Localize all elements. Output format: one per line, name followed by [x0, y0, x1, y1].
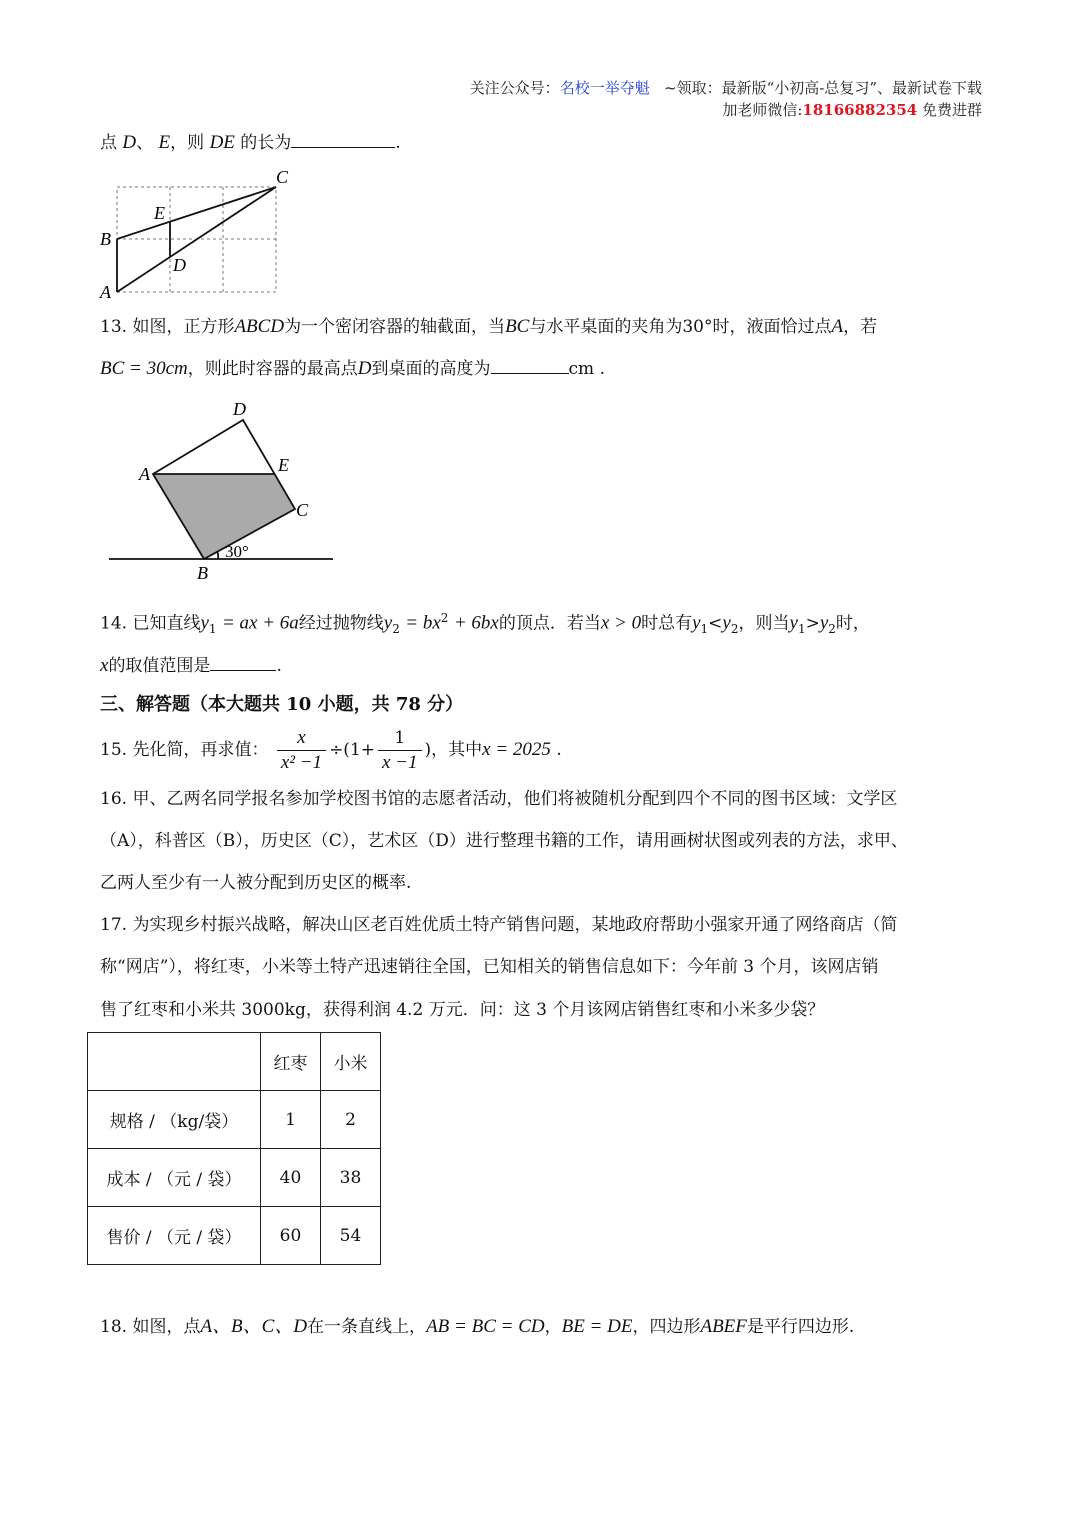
q18-text-b: 在一条直线上， [307, 1317, 427, 1337]
q18-points: A、B、C、D [200, 1316, 308, 1337]
q15-frac2-den: x −1 [382, 752, 418, 773]
q12-end: . [395, 133, 401, 153]
q13-unit: cm [568, 359, 595, 379]
q13-abcd: ABCD [234, 316, 285, 337]
q18-text-a: 如图，点 [132, 1317, 201, 1337]
q15-cond: x = 2025 [482, 739, 551, 760]
q15-text-b: ，其中 [431, 740, 483, 760]
q14-y1: y [200, 612, 209, 634]
fig13-angle: 30° [225, 542, 249, 561]
table-row [88, 1207, 381, 1265]
q14-text-f: 时， [835, 613, 870, 634]
q15-frac2-num: 1 [378, 726, 422, 751]
q14-line1: 14. 已知直线$y_1$ = ax + 6a经过抛物线$y_2 = bx^2 + 6bx$的顶点．若当x > 0时总有$y_1<y_2$，则当$y_1>y_2$时， [100, 611, 870, 637]
q15-line [100, 722, 562, 778]
table-row [88, 1149, 381, 1207]
table-cell: 60 [261, 1207, 321, 1265]
q13-end: . [599, 359, 605, 379]
fig12-label-c: C [276, 167, 289, 187]
q14-x: x [100, 655, 109, 676]
q13-text-c: 与水平桌面的夹角为30°时，液面恰过点 [529, 317, 832, 337]
q15-close: ) [424, 740, 432, 760]
table-cell: 售价 / （元 / 袋） [88, 1207, 261, 1265]
q12-mid: ，则 [170, 133, 205, 153]
q12-sep: 、 [136, 133, 154, 153]
q13-line2 [100, 354, 605, 384]
q14-text-d: 时总有 [641, 613, 693, 634]
table-cell: 规格 / （kg/袋） [88, 1091, 261, 1149]
q14-eq2: = bx [405, 612, 441, 634]
q18-eq1: AB = BC = CD [426, 1316, 545, 1337]
page-header [470, 77, 982, 121]
q17-line3: 售了红枣和小米共 3000kg，获得利润 4.2 万元．问：这 3 个月该网店销售红枣和小米多少袋？ [100, 1000, 825, 1020]
header-wechat-number: 18166882354 [802, 101, 918, 119]
q14-text-a: 已知直线 [132, 613, 201, 634]
q13-text-b: 为一个密闭容器的轴截面，当 [284, 317, 506, 337]
q13-number: 13. [100, 317, 128, 337]
q13-text-a: 如图，正方形 [132, 317, 235, 337]
q17-line2: 称“网店”），将红枣，小米等土特产迅速销往全国，已知相关的销售信息如下：今年前 3 个月，该网店销 [100, 957, 879, 977]
q12-suffix: 的长为 [240, 133, 292, 153]
q13-d: D [357, 358, 372, 379]
table-header-row [88, 1033, 381, 1091]
q15-end: . [556, 740, 562, 760]
q13-bc: BC [505, 316, 530, 337]
q13-figure [105, 398, 345, 588]
section-3-title: 三、解答题（本大题共 10 小题，共 78 分） [100, 694, 464, 715]
header-wechat-label: 加老师微信: [722, 101, 803, 119]
q14-text-b: 经过抛物线 [298, 613, 384, 634]
header-join: 免费进群 [921, 101, 982, 119]
fig12-label-b: B [100, 229, 111, 249]
q14-number: 14. [100, 613, 128, 634]
q14-cmp2: > [805, 613, 820, 634]
table-cell: 1 [261, 1091, 321, 1149]
q12-answer-blank[interactable] [291, 129, 395, 148]
fig12-label-e: E [154, 203, 165, 223]
q14-cond: x > 0 [600, 612, 642, 634]
q15-fraction-1 [277, 726, 326, 775]
q12-d: D [122, 132, 137, 153]
q13-line1 [100, 312, 877, 342]
q14-square: 2 [440, 611, 449, 625]
q13-bc-value: BC = 30cm [100, 358, 188, 379]
q15-op: ÷(1+ [329, 740, 375, 760]
header-account-name[interactable]: 名校一举夺魁 [559, 79, 650, 97]
fig13-label-d: D [233, 399, 246, 419]
q12-de: DE [209, 132, 235, 153]
q13-a: A [831, 316, 844, 337]
table-header-cell [88, 1033, 261, 1091]
q15-frac1-num: x [277, 726, 326, 751]
header-offer: ~领取：最新版“小初高-总复习”、最新试卷下载 [664, 79, 982, 97]
fig12-label-a: A [100, 282, 111, 302]
fig12-label-d: D [173, 255, 186, 275]
q14-eq2b: + 6bx [453, 612, 499, 634]
q14-text-g: 的取值范围是 [108, 656, 211, 676]
q18-text-d: ，四边形 [632, 1317, 701, 1337]
q12-text [100, 128, 401, 158]
q15-number: 15. [100, 740, 128, 760]
q12-prefix: 点 [100, 133, 117, 153]
table-cell: 38 [321, 1149, 381, 1207]
q14-cmp1: < [708, 613, 723, 634]
q14-text-e: ，则当 [738, 613, 790, 634]
fig13-label-a: A [139, 464, 150, 484]
table-header-cell: 小米 [321, 1033, 381, 1091]
q17-line1: 17. 为实现乡村振兴战略，解决山区老百姓优质土特产销售问题，某地政府帮助小强家开通了网络商店（简 [100, 915, 898, 935]
table-cell: 54 [321, 1207, 381, 1265]
fig13-label-e: E [278, 455, 289, 475]
q15-fraction-2 [378, 726, 422, 775]
table-cell: 成本 / （元 / 袋） [88, 1149, 261, 1207]
q16-line2: （A），科普区（B），历史区（C），艺术区（D）进行整理书籍的工作，请用画树状图或列表的方法，求甲、 [100, 831, 908, 851]
q13-text-e: ，则此时容器的最高点 [187, 359, 358, 379]
fig13-label-c: C [296, 500, 309, 520]
q18-number: 18. [100, 1317, 128, 1337]
table-header-cell: 红枣 [261, 1033, 321, 1091]
q18-text-c: ， [544, 1317, 562, 1337]
table-cell: 40 [261, 1149, 321, 1207]
q12-figure [95, 165, 325, 305]
q18-text-e: 是平行四边形. [746, 1317, 855, 1337]
header-follow-label: 关注公众号： [469, 79, 560, 97]
q13-answer-blank[interactable] [491, 355, 569, 374]
q15-text-a: 先化简，再求值： [132, 740, 269, 760]
table-row [88, 1091, 381, 1149]
q14-text-c: 的顶点．若当 [498, 613, 601, 634]
q14-line2 [100, 651, 282, 681]
fig13-label-b: B [197, 563, 208, 583]
q16-line1: 16. 甲、乙两名同学报名参加学校图书馆的志愿者活动，他们将被随机分配到四个不同的图书区域：文学区 [100, 789, 898, 809]
q13-text-d: ，若 [843, 317, 878, 337]
q17-table [87, 1032, 381, 1265]
q14-end: . [276, 656, 282, 676]
q14-y2: y [383, 612, 393, 634]
q14-eq1: = ax + 6a [221, 612, 299, 634]
q15-frac1-den: x² −1 [280, 752, 323, 773]
q18-eq2: BE = DE [561, 1316, 633, 1337]
q12-e: E [158, 132, 171, 153]
q18-line [100, 1312, 854, 1342]
q13-text-f: 到桌面的高度为 [371, 359, 491, 379]
q14-answer-blank[interactable] [210, 652, 276, 671]
q16-line3: 乙两人至少有一人被分配到历史区的概率. [100, 873, 412, 893]
table-cell: 2 [321, 1091, 381, 1149]
q18-abef: ABEF [700, 1316, 747, 1337]
